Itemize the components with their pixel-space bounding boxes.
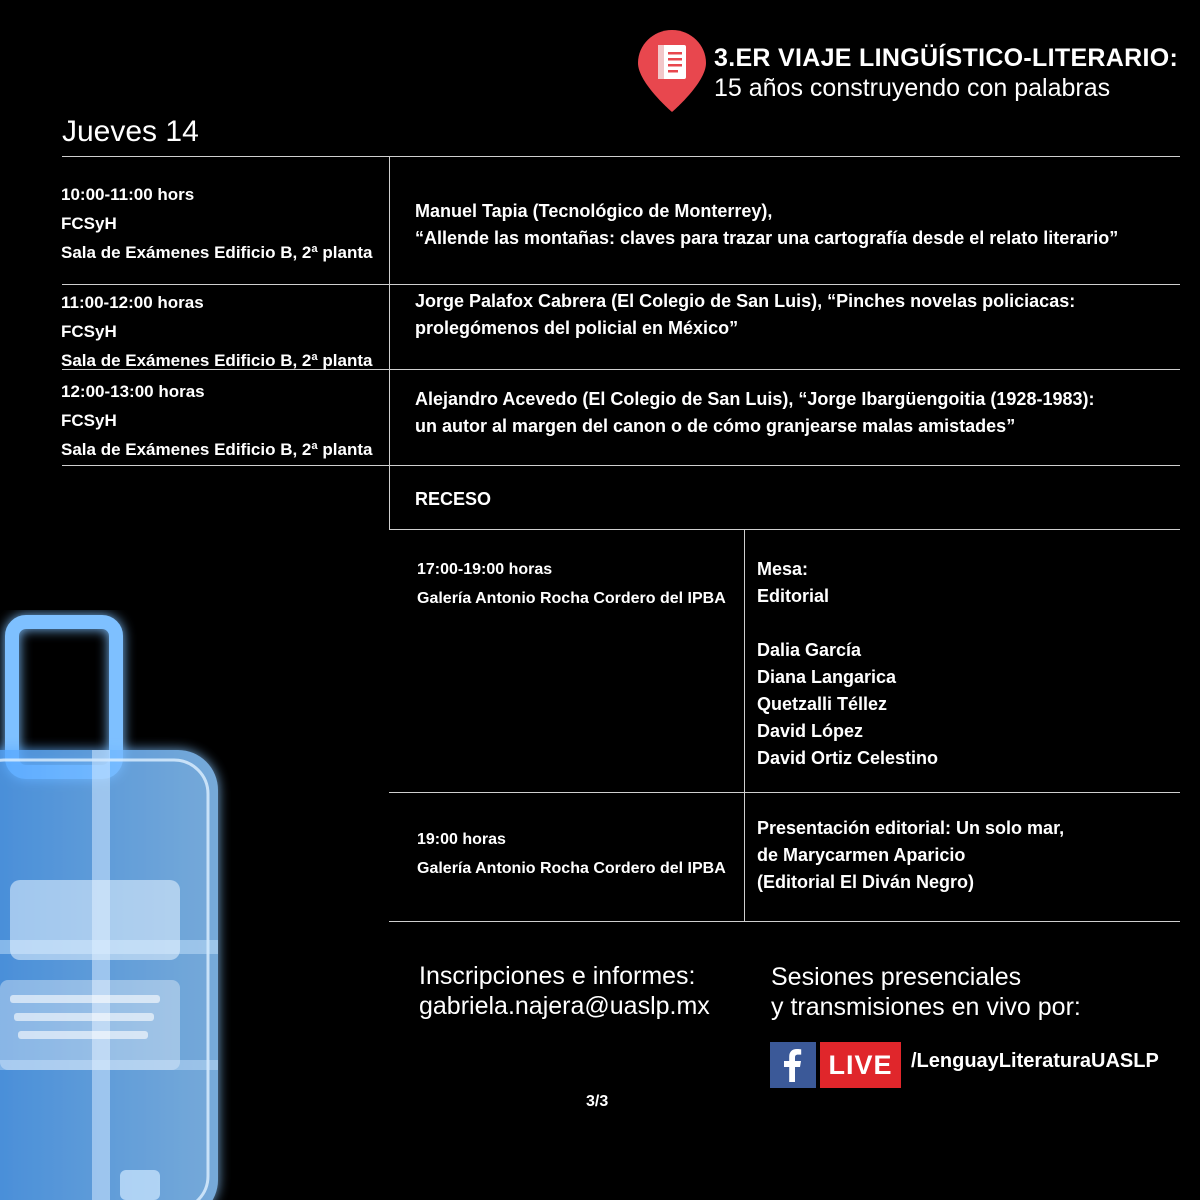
session-room: Sala de Exámenes Edificio B, 2ª planta <box>61 351 373 370</box>
session-place: FCSyH <box>61 214 117 233</box>
session-talk-title: un autor al margen del canon o de cómo granjearse malas amistades” <box>415 416 1016 436</box>
divider <box>389 792 1180 793</box>
session-time: 12:00-13:00 horas <box>61 382 205 401</box>
presentation-line: Presentación editorial: Un solo mar, <box>757 818 1065 838</box>
session-speaker: Jorge Palafox Cabrera (El Colegio de San Luis), “Pinches novelas policiacas: <box>415 291 1076 311</box>
session-room: Sala de Exámenes Edificio B, 2ª planta <box>61 243 373 262</box>
session-place: Galería Antonio Rocha Cordero del IPBA <box>417 590 726 607</box>
sessions-info-line: Sesiones presenciales <box>771 963 1022 991</box>
session-place: FCSyH <box>61 411 117 430</box>
divider <box>62 156 1180 157</box>
session-place: Galería Antonio Rocha Cordero del IPBA <box>417 860 726 877</box>
divider <box>389 921 1180 922</box>
session-time: 17:00-19:00 horas <box>417 561 553 578</box>
panel-line: Editorial <box>757 586 830 606</box>
facebook-handle[interactable]: /LenguayLiteraturaUASLP <box>911 1050 1159 1072</box>
session-time: 10:00-11:00 hors <box>61 185 195 204</box>
day-heading: Jueves 14 <box>62 115 199 148</box>
session-talk-title: “Allende las montañas: claves para trazar una cartografía desde el relato literario” <box>415 228 1119 248</box>
presentation-line: de Marycarmen Aparicio <box>757 845 966 865</box>
contact-email[interactable]: gabriela.najera@uaslp.mx <box>419 992 710 1020</box>
facebook-icon[interactable] <box>770 1042 816 1088</box>
panel-member: David Ortiz Celestino <box>757 748 939 768</box>
session-speaker: Manuel Tapia (Tecnológico de Monterrey), <box>415 201 773 221</box>
panel-line: Mesa: <box>757 559 809 579</box>
divider <box>744 529 745 922</box>
panel-member: David López <box>757 721 864 741</box>
session-place: FCSyH <box>61 322 117 341</box>
divider <box>62 465 1180 466</box>
divider <box>62 284 1180 285</box>
panel-member: Diana Langarica <box>757 667 897 687</box>
suitcase-typewriter-illustration <box>0 610 240 1200</box>
event-subtitle: 15 años construyendo con palabras <box>714 74 1111 102</box>
divider <box>389 156 390 530</box>
event-title: 3.ER VIAJE LINGÜÍSTICO-LITERARIO: <box>714 44 1179 72</box>
session-room: Sala de Exámenes Edificio B, 2ª planta <box>61 440 373 459</box>
session-speaker: Alejandro Acevedo (El Colegio de San Luis), “Jorge Ibargüengoitia (1928-1983): <box>415 389 1095 409</box>
panel-member: Dalia García <box>757 640 862 660</box>
session-time: 11:00-12:00 horas <box>61 293 204 312</box>
session-time: 19:00 horas <box>417 831 506 848</box>
live-badge: LIVE <box>820 1042 901 1088</box>
sessions-info-line: y transmisiones en vivo por: <box>771 993 1081 1021</box>
book-location-pin-icon <box>636 28 708 114</box>
divider <box>389 529 1180 530</box>
break-label: RECESO <box>415 489 492 509</box>
presentation-line: (Editorial El Diván Negro) <box>757 872 975 892</box>
session-talk-title: prolegómenos del policial en México” <box>415 318 739 338</box>
inscriptions-label: Inscripciones e informes: <box>419 962 696 990</box>
panel-member: Quetzalli Téllez <box>757 694 888 714</box>
page-number: 3/3 <box>586 1093 609 1110</box>
